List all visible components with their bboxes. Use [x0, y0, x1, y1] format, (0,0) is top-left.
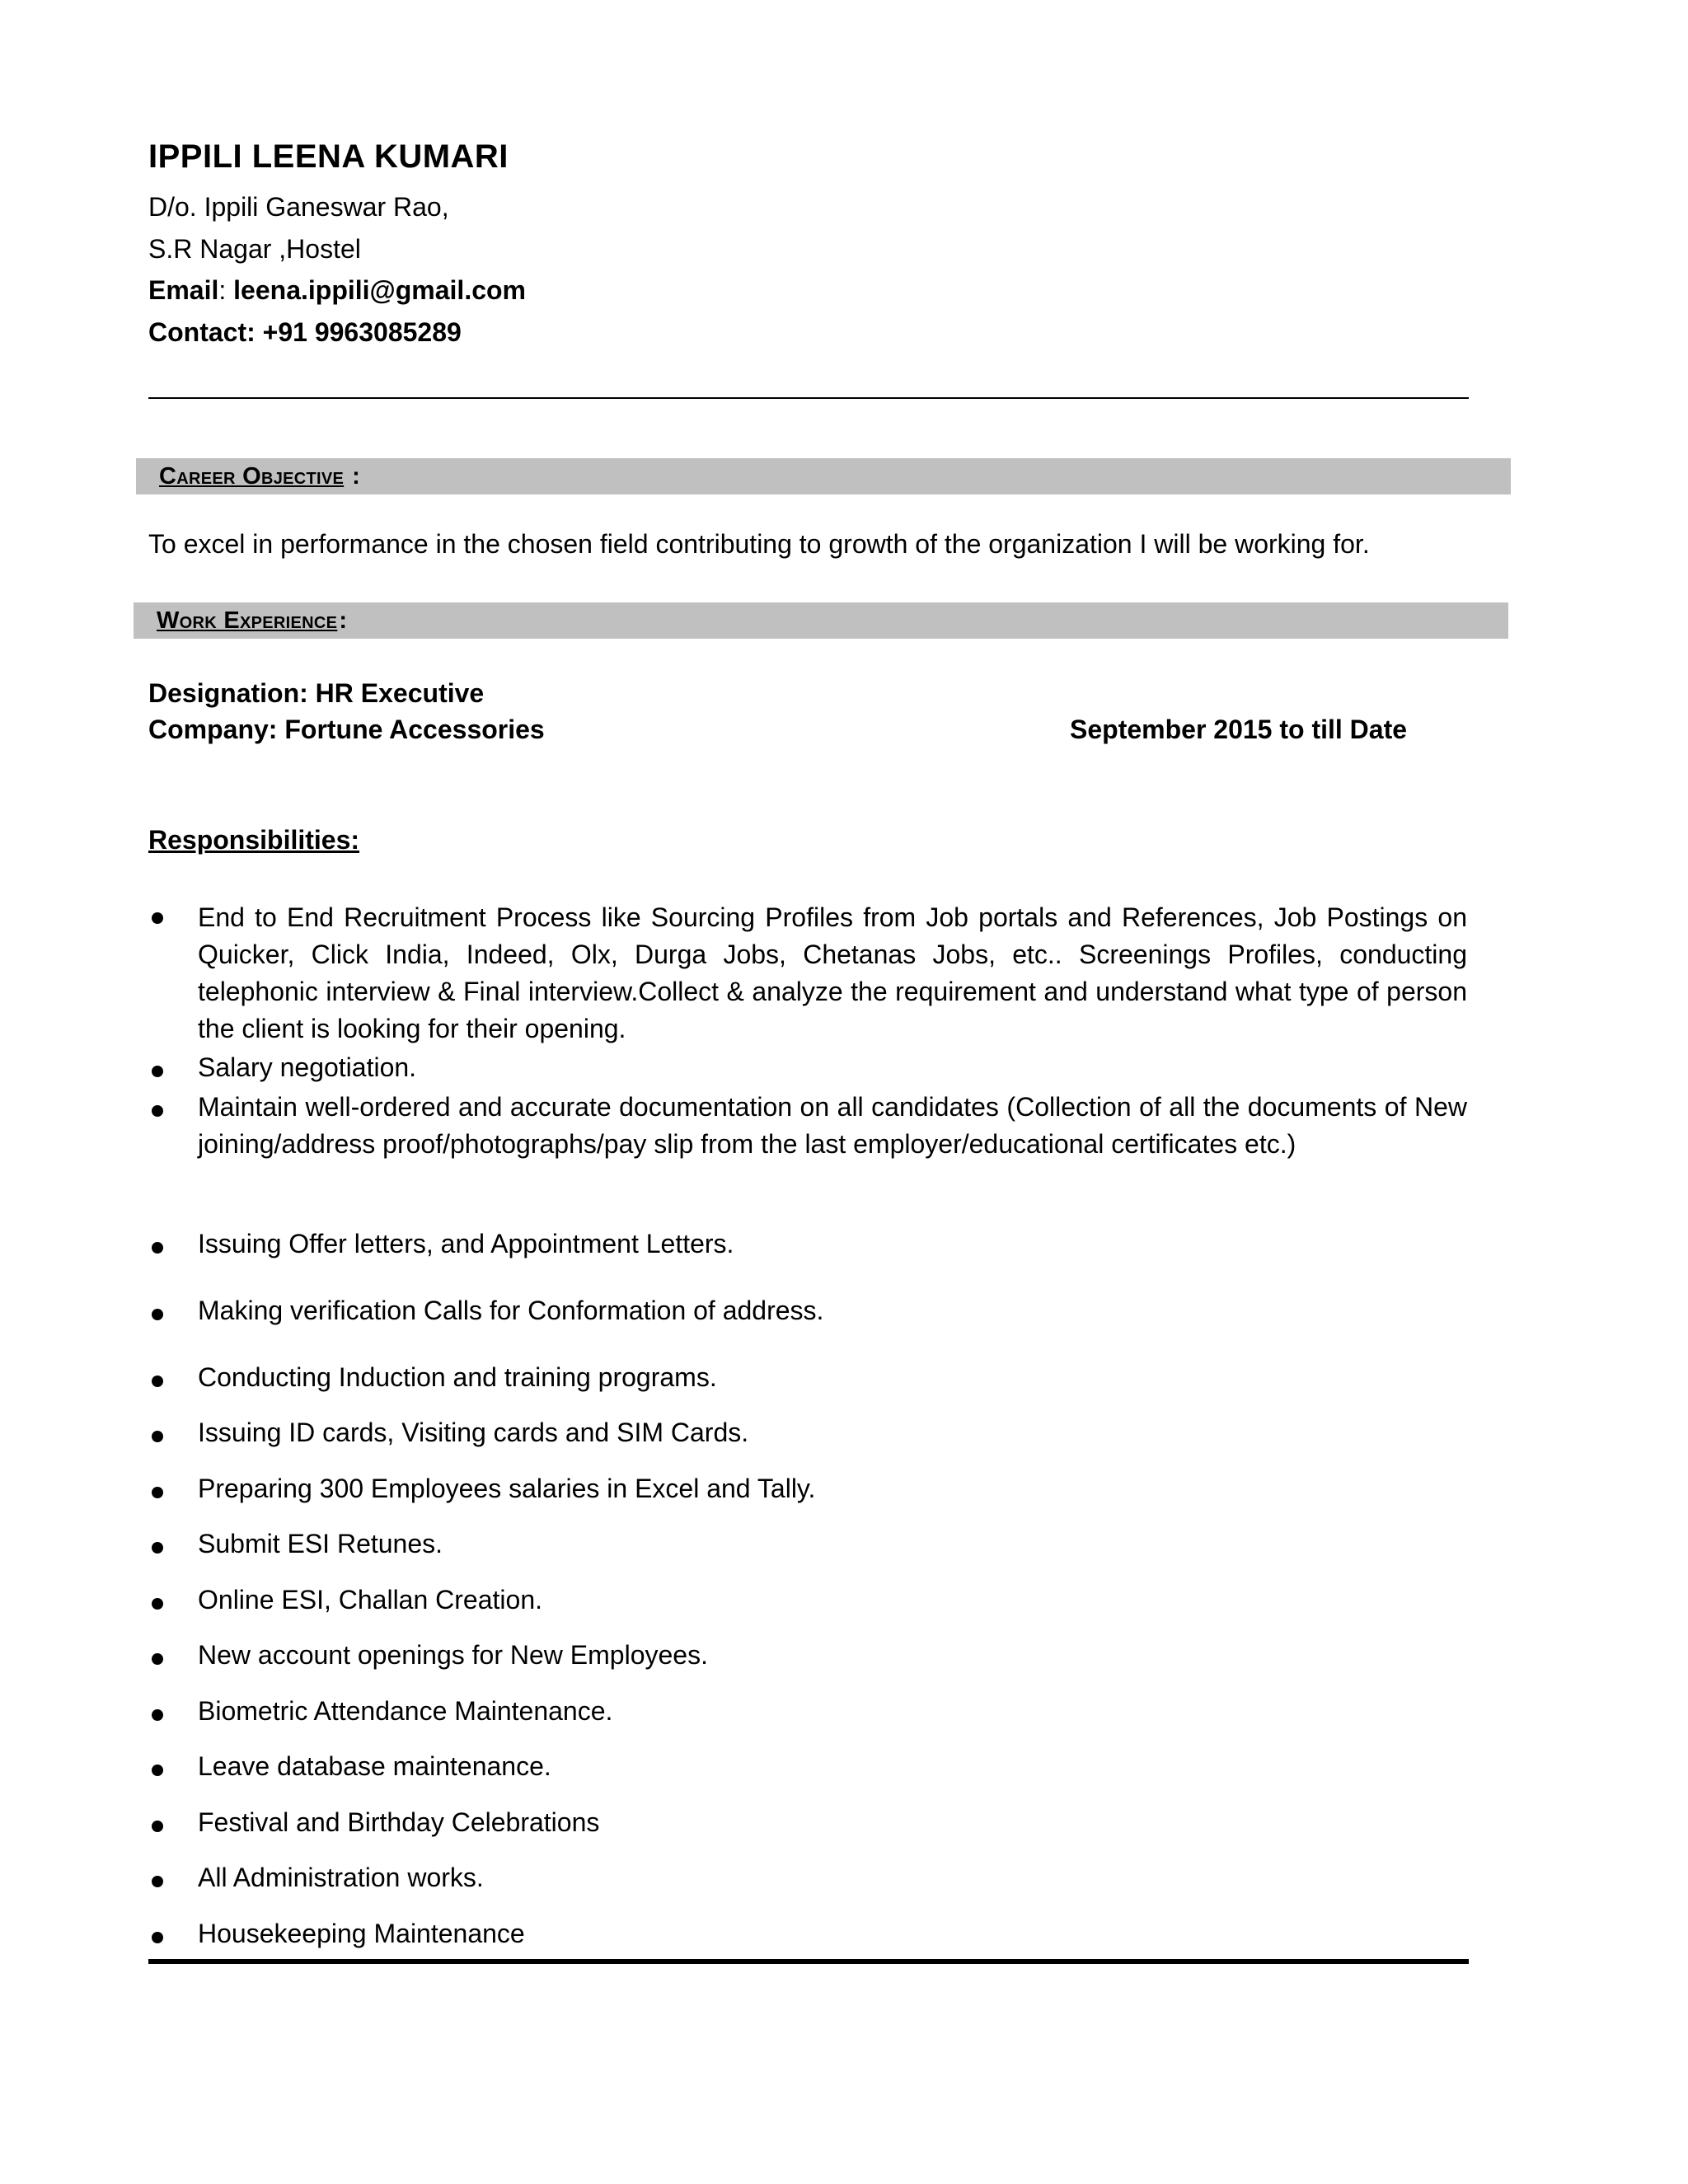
footer-divider [148, 1959, 1469, 1964]
designation: Designation: HR Executive [148, 678, 485, 708]
work-experience-heading [157, 607, 347, 635]
list-item: Festival and Birthday Celebrations [198, 1807, 600, 1837]
work-experience-bar [134, 602, 1508, 639]
career-objective-heading [159, 463, 360, 490]
header-divider [148, 397, 1469, 399]
list-item: Making verification Calls for Conformation of address. [198, 1296, 824, 1325]
career-objective-text: To excel in performance in the chosen field contributing to growth of the organization I will be working for. [148, 529, 1370, 559]
list-item: Leave database maintenance. [198, 1751, 551, 1781]
bullet-icon [148, 1536, 168, 1556]
list-item: End to End Recruitment Process like Sourcing Profiles from Job portals and References, Job Postings on Quicker, Click India, Indeed, Olx, Durga Jobs, Chetanas Jobs, etc.. Screenings Profiles, conducting telephonic interview & Final interview.Collect & analyze the requirement and understand what type of person the client is looking for their opening. [198, 902, 1467, 1043]
list-item: All Administration works. [198, 1863, 484, 1892]
bullet-icon [148, 1815, 168, 1835]
bullet-icon [148, 1592, 168, 1612]
list-item: Issuing Offer letters, and Appointment Letters. [198, 1229, 734, 1258]
bullet-icon [148, 1425, 168, 1445]
list-item: New account openings for New Employees. [198, 1640, 708, 1670]
bullet-icon [148, 1647, 168, 1667]
list-item: Submit ESI Retunes. [198, 1529, 443, 1558]
bullet-icon [148, 1870, 168, 1890]
bullet-icon [148, 1099, 168, 1119]
bullet-icon [148, 907, 168, 926]
bullet-icon [148, 1481, 168, 1501]
list-item: Housekeeping Maintenance [198, 1919, 525, 1948]
work-experience-title: Work Experience [157, 607, 338, 634]
list-item: Maintain well-ordered and accurate documentation on all candidates (Collection of all the documents of New joining/address proof/photographs/pay slip from the last employer/educational certificates etc.) [198, 1092, 1467, 1159]
responsibilities-heading: Responsibilities: [148, 825, 360, 855]
email-line [148, 275, 526, 306]
email-separator: : [218, 275, 234, 305]
list-item: Preparing 300 Employees salaries in Excel and Tally. [198, 1474, 816, 1503]
work-experience-colon: : [339, 607, 348, 634]
list-item: Issuing ID cards, Visiting cards and SIM Cards. [198, 1418, 749, 1447]
email-value: leena.ippili@gmail.com [233, 275, 526, 305]
list-item: Conducting Induction and training programs. [198, 1362, 717, 1392]
career-objective-colon: : [352, 463, 361, 490]
contact-line: Contact: +91 9963085289 [148, 317, 462, 347]
career-objective-bar [136, 458, 1511, 494]
employment-period: September 2015 to till Date [1070, 715, 1408, 744]
bullet-icon [148, 1060, 168, 1080]
bullet-icon [148, 1370, 168, 1390]
candidate-name: IPPILI LEENA KUMARI [148, 138, 509, 175]
list-item: Online ESI, Challan Creation. [198, 1585, 542, 1615]
list-item: Salary negotiation. [198, 1052, 417, 1082]
list-item: Biometric Attendance Maintenance. [198, 1696, 613, 1726]
email-label: Email [148, 275, 219, 305]
bullet-icon [148, 1303, 168, 1323]
parent-name: D/o. Ippili Ganeswar Rao, [148, 192, 449, 222]
bullet-icon [148, 1759, 168, 1779]
address: S.R Nagar ,Hostel [148, 234, 361, 264]
company: Company: Fortune Accessories [148, 715, 545, 744]
bullet-icon [148, 1926, 168, 1946]
bullet-icon [148, 1704, 168, 1723]
career-objective-title: Career Objective [159, 463, 345, 490]
bullet-icon [148, 1236, 168, 1256]
